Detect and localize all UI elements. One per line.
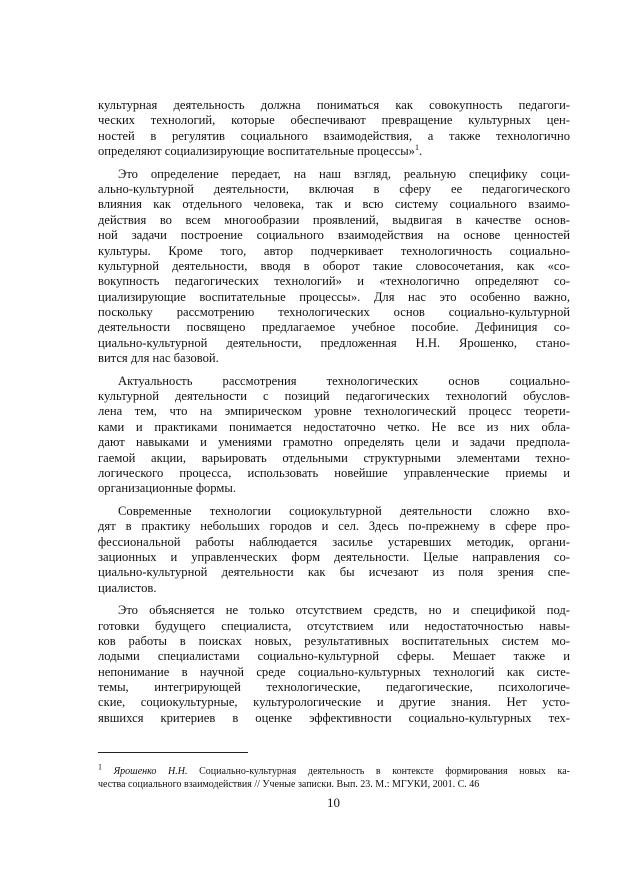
text-line: явшихся критериев в оценке эффективности социально-культурных тех-: [98, 710, 570, 725]
paragraph: [98, 603, 570, 726]
text-line: темы, интегрирующей технологические, педагогические, психологиче-: [98, 680, 570, 695]
text-line: ками и практиками понимается недостаточно четко. Не все из них обла-: [98, 419, 570, 434]
footnote-divider: [98, 752, 248, 753]
text-line: ностей в регулятив социального взаимодействия, а также технологично: [98, 128, 570, 143]
text-line: ческих технологий, которые обеспечивают превращение культурных цен-: [98, 113, 570, 128]
text-line: циально-культурной деятельности как бы исчезают из поля зрения спе-: [98, 565, 570, 580]
text-line: Это определение передает, на наш взгляд, реальную специфику соци-: [118, 166, 570, 181]
text-line: зационных и управленческих форм деятельности. Целые направления со-: [98, 549, 570, 564]
text-line: определяют социализирующие воспитательные процессы»$^1$.: [98, 142, 423, 159]
text-line: дят в практику небольших городов и сел. Здесь по-прежнему в сфере про-: [98, 519, 570, 534]
text-line: готовки будущего специалиста, отсутствием или недостаточностью навы-: [98, 618, 570, 633]
text-line: логического процесса, использовать новейшие управленческие приемы и: [98, 465, 570, 480]
text-line: культуры. Кроме того, автор подчеркивает технологичность социально-: [98, 243, 570, 258]
text-line: вокупность педагогических технологий» и «технологично определяют со-: [98, 274, 570, 289]
paragraph: [98, 167, 570, 367]
text-line: Это объясняется не только отсутствием средств, но и спецификой под-: [118, 603, 570, 618]
text-line: культурной деятельности, вводя в оборот такие словосочетания, как «со-: [98, 258, 570, 273]
text-line: поскольку рассмотрению технологических основ социально-культурной: [98, 305, 570, 320]
text-line: организационные формы.: [98, 481, 236, 496]
text-line: лена тем, что на эмпирическом уровне технологический процесс теорети-: [98, 404, 570, 419]
text-line: вится для нас базовой.: [98, 351, 219, 366]
paragraph: [98, 98, 570, 160]
footnote: [98, 762, 571, 791]
footnote-line: чества социального взаимодействия // Ученые записки. Вып. 23. М.: МГУКИ, 2001. С. 46: [98, 779, 480, 790]
text-line: ной задачи построение социального взаимодействия на основе ценностей: [98, 228, 570, 243]
footnote-text: Социально-культурная деятельность в контексте формирования новых ка-: [187, 766, 571, 777]
footnote-number: 1: [98, 762, 102, 772]
text-line: действия во всем многообразии проявлений, выдвигая в качестве основ-: [98, 212, 570, 227]
text-line: ков работы в поисках новых, результативных воспитательных систем мо-: [98, 633, 570, 648]
text-line: культурной деятельности с позиций педагогических технологий обуслов-: [98, 389, 570, 404]
text-line: Современные технологии социокультурной деятельности сложно вхо-: [118, 503, 570, 518]
text-line: фессиональной работы наблюдается засилье устаревших методик, органи-: [98, 534, 570, 549]
text-line: циально-культурной деятельности, предложенная Н.Н. Ярошенко, стано-: [98, 335, 570, 350]
paragraph: [98, 374, 570, 497]
footnote-line: [98, 762, 571, 778]
text-line: ально-культурной деятельности, включая в сферу ее педагогического: [98, 181, 570, 196]
text-line-content: определяют социализирующие воспитательные процессы»: [98, 144, 415, 159]
page-number: 10: [327, 795, 340, 810]
text-line: деятельности посвящено предлагаемое учебное пособие. Дефиниция со-: [98, 320, 570, 335]
text-line: дают навыками и умениями грамотно определять цели и задачи предпола-: [98, 435, 570, 450]
text-line: лодыми специалистами социально-культурной сферы. Мешает также и: [98, 649, 570, 664]
text-line: циалистов.: [98, 580, 157, 595]
text-line: гаемой акции, варьировать отдельными структурными элементами техно-: [98, 450, 570, 465]
text-line: непонимание в научной среде социально-культурных технологий как систе-: [98, 664, 570, 679]
footnote-reference: 1: [414, 142, 419, 152]
footnote-author: Ярошенко Н.Н.: [113, 766, 188, 777]
text-line: культурная деятельность должна пониматься как совокупность педагоги-: [98, 98, 570, 112]
body-text: [98, 98, 570, 726]
text-line: циализирующие воспитательные процессы». Для нас это особенно важно,: [98, 289, 570, 304]
text-line: влияния как отдельного человека, так и всю систему социального взаимо-: [98, 197, 570, 212]
text-line: ские, социокультурные, культурологические и другие знания. Нет усто-: [98, 695, 570, 710]
text-line: Актуальность рассмотрения технологических основ социально-: [118, 373, 570, 388]
paragraph: [98, 504, 570, 596]
